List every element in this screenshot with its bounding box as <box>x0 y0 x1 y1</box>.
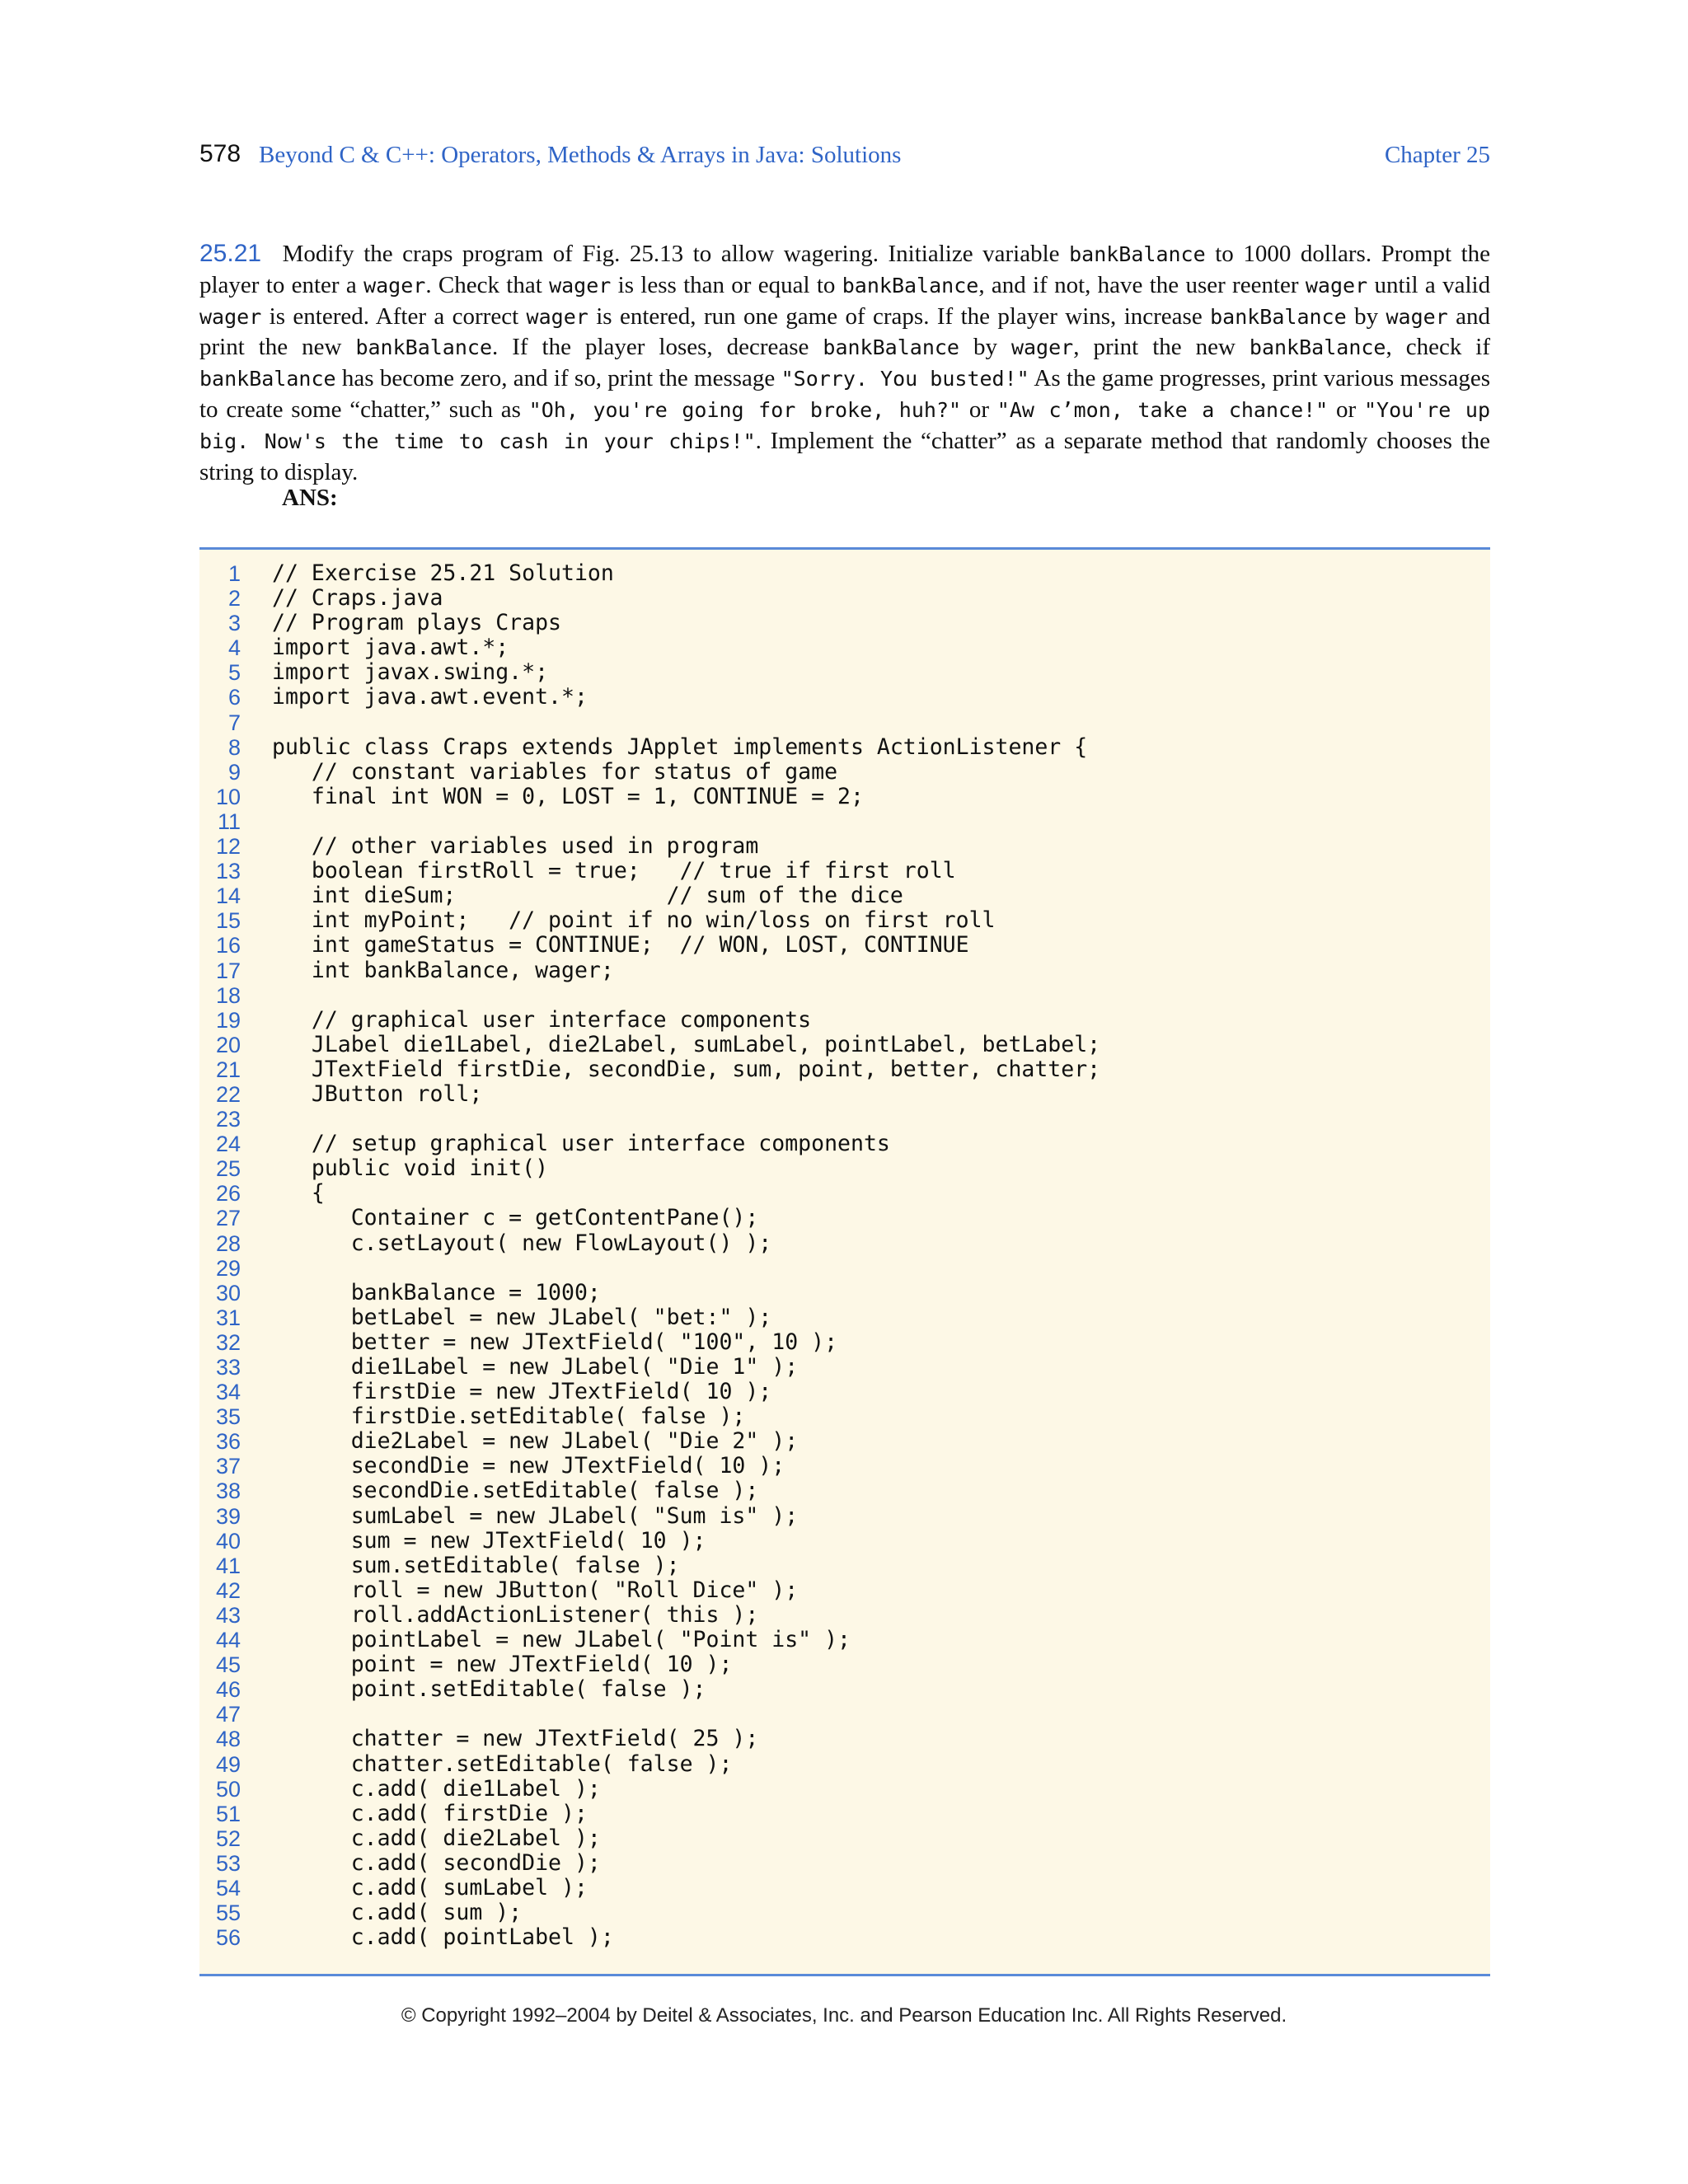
line-number: 48 <box>215 1727 241 1752</box>
line-number: 24 <box>215 1132 241 1157</box>
line-number: 3 <box>227 611 241 636</box>
inline-code: wager <box>363 273 426 298</box>
code-line <box>199 1281 1490 1305</box>
line-number: 42 <box>215 1577 241 1603</box>
code-line <box>199 1107 1490 1132</box>
line-number: 19 <box>215 1007 241 1033</box>
code-line <box>199 1554 1490 1578</box>
inline-code: bankBalance <box>1249 335 1386 360</box>
line-number: 53 <box>215 1850 241 1876</box>
exercise-text: or <box>1336 396 1357 423</box>
line-number: 26 <box>215 1181 241 1207</box>
exercise-text: or <box>968 396 990 423</box>
page-header <box>199 140 1490 176</box>
inline-code: bankBalance <box>823 335 959 360</box>
line-number: 23 <box>215 1107 241 1132</box>
line-number: 11 <box>217 808 241 834</box>
exercise-text: to 1000 dollars. Prompt the player to enter a <box>199 241 1491 298</box>
inline-code: "Sorry. You busted!" <box>781 367 1029 391</box>
code-text: chatter.setEditable( false ); <box>272 1750 733 1777</box>
code-line <box>199 1355 1490 1380</box>
code-line <box>199 1652 1490 1677</box>
code-line <box>199 859 1490 883</box>
code-text: roll = new JButton( "Roll Dice" ); <box>272 1577 799 1603</box>
inline-code: "Aw c’mon, take a chance!" <box>996 397 1329 422</box>
code-text: c.add( firstDie ); <box>272 1800 588 1826</box>
line-number: 52 <box>215 1825 241 1851</box>
code-line <box>199 1876 1490 1900</box>
code-text: bankBalance = 1000; <box>272 1279 601 1305</box>
code-line <box>199 1156 1490 1181</box>
exercise-text: , check if <box>1386 334 1491 361</box>
code-line <box>199 834 1490 859</box>
code-line <box>199 1330 1490 1355</box>
inline-code: wager <box>1386 304 1448 329</box>
code-line <box>199 1231 1490 1256</box>
code-line <box>199 1777 1490 1802</box>
line-number: 31 <box>215 1305 241 1330</box>
code-text: { <box>272 1180 325 1207</box>
line-number: 49 <box>215 1751 241 1777</box>
code-text: roll.addActionListener( this ); <box>272 1601 759 1628</box>
code-text: die1Label = new JLabel( "Die 1" ); <box>272 1354 799 1380</box>
code-line <box>199 561 1490 586</box>
inline-code: bankBalance <box>1210 304 1347 329</box>
running-title: Beyond C & C++: Operators, Methods & Arrays in Java: Solutions <box>259 142 902 168</box>
code-text: c.add( die1Label ); <box>272 1775 601 1802</box>
code-line <box>199 809 1490 834</box>
line-number: 43 <box>215 1602 241 1628</box>
code-line <box>199 735 1490 760</box>
line-number: 54 <box>215 1875 241 1900</box>
exercise-text: , and if not, have the user reenter <box>978 271 1299 298</box>
exercise-text: . Check that <box>425 271 542 298</box>
code-line <box>199 1752 1490 1777</box>
code-line <box>199 710 1490 735</box>
code-text: betLabel = new JLabel( "bet:" ); <box>272 1304 772 1330</box>
code-line <box>199 1702 1490 1727</box>
inline-code: "You're up big. Now's the time to cash in your chips!" <box>199 397 1491 453</box>
line-number: 41 <box>215 1553 241 1578</box>
line-number: 50 <box>215 1776 241 1802</box>
code-text: boolean firstRoll = true; // true if first roll <box>272 858 956 884</box>
code-line <box>199 1454 1490 1479</box>
page-number: 578 <box>199 140 241 167</box>
inline-code: wager <box>526 304 588 329</box>
line-number: 17 <box>215 958 241 983</box>
code-text: int gameStatus = CONTINUE; // WON, LOST, CONTINUE <box>272 932 969 958</box>
line-number: 40 <box>215 1528 241 1554</box>
line-number: 47 <box>215 1702 241 1727</box>
code-line <box>199 1429 1490 1454</box>
code-line <box>199 1727 1490 1751</box>
line-number: 29 <box>215 1255 241 1281</box>
inline-code: bankBalance <box>842 273 979 298</box>
code-text: point.setEditable( false ); <box>272 1676 706 1703</box>
exercise-text: has become zero, and if so, print the message <box>341 365 776 392</box>
code-line <box>199 1925 1490 1950</box>
line-number: 46 <box>215 1677 241 1703</box>
code-line <box>199 1628 1490 1652</box>
code-line <box>199 635 1490 660</box>
line-number: 6 <box>227 685 241 710</box>
code-text: final int WON = 0, LOST = 1, CONTINUE = 2; <box>272 783 864 809</box>
code-line <box>199 1578 1490 1603</box>
code-text: // Craps.java <box>272 585 443 612</box>
line-number: 44 <box>215 1628 241 1653</box>
inline-code: "Oh, you're going for broke, huh?" <box>528 397 962 422</box>
line-number: 33 <box>215 1355 241 1380</box>
code-line <box>199 611 1490 635</box>
exercise-text: . Implement the “chatter” as a separate method that randomly chooses the string to display. <box>199 427 1490 485</box>
code-line <box>199 1603 1490 1628</box>
line-number: 2 <box>227 586 241 612</box>
code-line <box>199 958 1490 983</box>
exercise-text: by <box>973 334 997 361</box>
code-line <box>199 586 1490 611</box>
code-line <box>199 983 1490 1008</box>
code-line <box>199 785 1490 809</box>
line-number: 45 <box>215 1652 241 1678</box>
line-number: 13 <box>215 859 241 884</box>
inline-code: wager <box>1305 273 1368 298</box>
code-text: firstDie.setEditable( false ); <box>272 1404 746 1430</box>
code-text: better = new JTextField( "100", 10 ); <box>272 1329 838 1355</box>
code-line <box>199 1033 1490 1057</box>
line-number: 28 <box>215 1230 241 1256</box>
exercise-number: 25.21 <box>199 240 262 267</box>
code-line <box>199 685 1490 710</box>
code-line <box>199 1404 1490 1429</box>
line-number: 56 <box>215 1925 241 1951</box>
exercise-text: As the game progresses, print various messages to create some “chatter,” such as <box>199 365 1490 423</box>
code-line <box>199 660 1490 685</box>
code-text: JTextField firstDie, secondDie, sum, point, better, chatter; <box>272 1056 1101 1082</box>
code-text: pointLabel = new JLabel( "Point is" ); <box>272 1627 851 1653</box>
line-number: 32 <box>215 1329 241 1355</box>
line-number: 55 <box>215 1900 241 1926</box>
line-number: 37 <box>215 1454 241 1479</box>
code-line <box>199 1677 1490 1702</box>
answer-label: ANS: <box>282 485 338 511</box>
code-line <box>199 1206 1490 1230</box>
line-number: 39 <box>215 1503 241 1529</box>
line-number: 9 <box>227 759 241 785</box>
code-line <box>199 1305 1490 1330</box>
exercise-paragraph <box>199 239 1490 487</box>
code-line <box>199 1826 1490 1851</box>
code-text: c.add( pointLabel ); <box>272 1924 614 1951</box>
code-text: // other variables used in program <box>272 833 759 860</box>
line-number: 21 <box>215 1057 241 1082</box>
code-text: die2Label = new JLabel( "Die 2" ); <box>272 1428 799 1455</box>
code-text: import javax.swing.*; <box>272 659 549 686</box>
inline-code: wager <box>549 273 612 298</box>
line-number: 10 <box>215 784 241 809</box>
code-text: import java.awt.event.*; <box>272 684 588 710</box>
code-text: c.setLayout( new FlowLayout() ); <box>272 1230 772 1256</box>
code-text: // Exercise 25.21 Solution <box>272 560 614 586</box>
code-line <box>199 1380 1490 1404</box>
code-text: c.add( sumLabel ); <box>272 1874 588 1900</box>
code-line <box>199 1008 1490 1033</box>
code-line <box>199 1256 1490 1281</box>
code-text: int bankBalance, wager; <box>272 957 614 983</box>
code-line <box>199 1900 1490 1925</box>
chapter-label: Chapter 25 <box>1384 142 1490 168</box>
code-text: JButton roll; <box>272 1080 483 1107</box>
code-text: sum = new JTextField( 10 ); <box>272 1527 706 1554</box>
line-number: 1 <box>227 561 241 586</box>
code-text: chatter = new JTextField( 25 ); <box>272 1726 759 1752</box>
line-number: 16 <box>215 933 241 958</box>
code-line <box>199 1802 1490 1826</box>
line-number: 14 <box>215 883 241 909</box>
code-text: public class Craps extends JApplet implements ActionListener { <box>272 733 1088 760</box>
line-number: 25 <box>215 1156 241 1182</box>
line-number: 12 <box>215 834 241 860</box>
line-number: 30 <box>215 1280 241 1305</box>
inline-code: wager <box>1010 335 1074 360</box>
code-text: Container c = getContentPane(); <box>272 1205 759 1231</box>
line-number: 38 <box>215 1479 241 1504</box>
exercise-text: is entered. After a correct <box>269 302 519 330</box>
code-text: // setup graphical user interface components <box>272 1131 890 1157</box>
exercise-text: and print the new <box>199 302 1491 361</box>
line-number: 4 <box>227 635 241 661</box>
code-line <box>199 908 1490 933</box>
code-line <box>199 1181 1490 1206</box>
code-text: c.add( sum ); <box>272 1900 523 1926</box>
exercise-text: is entered, run one game of craps. If the player wins, increase <box>596 302 1203 330</box>
inline-code: wager <box>199 304 262 329</box>
inline-code: bankBalance <box>1069 242 1206 266</box>
line-number: 20 <box>215 1032 241 1057</box>
line-number: 27 <box>215 1206 241 1231</box>
line-number: 15 <box>215 908 241 934</box>
code-line <box>199 1057 1490 1082</box>
code-text: public void init() <box>272 1155 549 1182</box>
code-listing <box>199 547 1490 1976</box>
line-number: 51 <box>215 1801 241 1826</box>
exercise-text: until a valid <box>1374 271 1491 298</box>
code-text: JLabel die1Label, die2Label, sumLabel, pointLabel, betLabel; <box>272 1031 1101 1057</box>
code-line <box>199 1504 1490 1529</box>
line-number: 8 <box>227 734 241 760</box>
code-line <box>199 1132 1490 1156</box>
copyright-footer: © Copyright 1992–2004 by Deitel & Associates, Inc. and Pearson Education Inc. All Rights Reserved. <box>401 2004 1287 2027</box>
line-number: 35 <box>215 1404 241 1430</box>
code-line <box>199 1851 1490 1876</box>
code-text: firstDie = new JTextField( 10 ); <box>272 1379 772 1405</box>
line-number: 34 <box>215 1380 241 1405</box>
code-text: secondDie = new JTextField( 10 ); <box>272 1453 785 1479</box>
code-text: secondDie.setEditable( false ); <box>272 1478 759 1504</box>
code-text: // graphical user interface components <box>272 1006 812 1033</box>
exercise-text: is less than or equal to <box>617 271 836 298</box>
code-text: import java.awt.*; <box>272 635 509 661</box>
code-text: sum.setEditable( false ); <box>272 1552 680 1578</box>
code-lines <box>199 561 1490 1950</box>
line-number: 7 <box>227 710 241 735</box>
code-line <box>199 933 1490 958</box>
code-line <box>199 883 1490 908</box>
exercise-text: by <box>1354 302 1379 330</box>
inline-code: bankBalance <box>199 367 336 391</box>
line-number: 36 <box>215 1429 241 1455</box>
exercise-text: Modify the craps program of Fig. 25.13 to allow wagering. Initialize variable <box>282 241 1060 267</box>
code-line <box>199 1529 1490 1554</box>
code-text: int myPoint; // point if no win/loss on first roll <box>272 907 996 934</box>
exercise-text: . If the player loses, decrease <box>492 334 809 361</box>
code-text: // Program plays Craps <box>272 610 561 636</box>
code-text: int dieSum; // sum of the dice <box>272 883 903 909</box>
exercise-text: , print the new <box>1073 334 1236 361</box>
inline-code: bankBalance <box>355 335 493 360</box>
line-number: 22 <box>215 1081 241 1107</box>
line-number: 18 <box>215 982 241 1008</box>
code-line <box>199 1479 1490 1503</box>
code-line <box>199 760 1490 785</box>
code-text: sumLabel = new JLabel( "Sum is" ); <box>272 1502 799 1529</box>
code-line <box>199 1082 1490 1107</box>
code-text: // constant variables for status of game <box>272 758 838 785</box>
code-text: c.add( die2Label ); <box>272 1825 601 1851</box>
code-text: point = new JTextField( 10 ); <box>272 1652 733 1678</box>
line-number: 5 <box>227 660 241 686</box>
code-text: c.add( secondDie ); <box>272 1849 601 1876</box>
